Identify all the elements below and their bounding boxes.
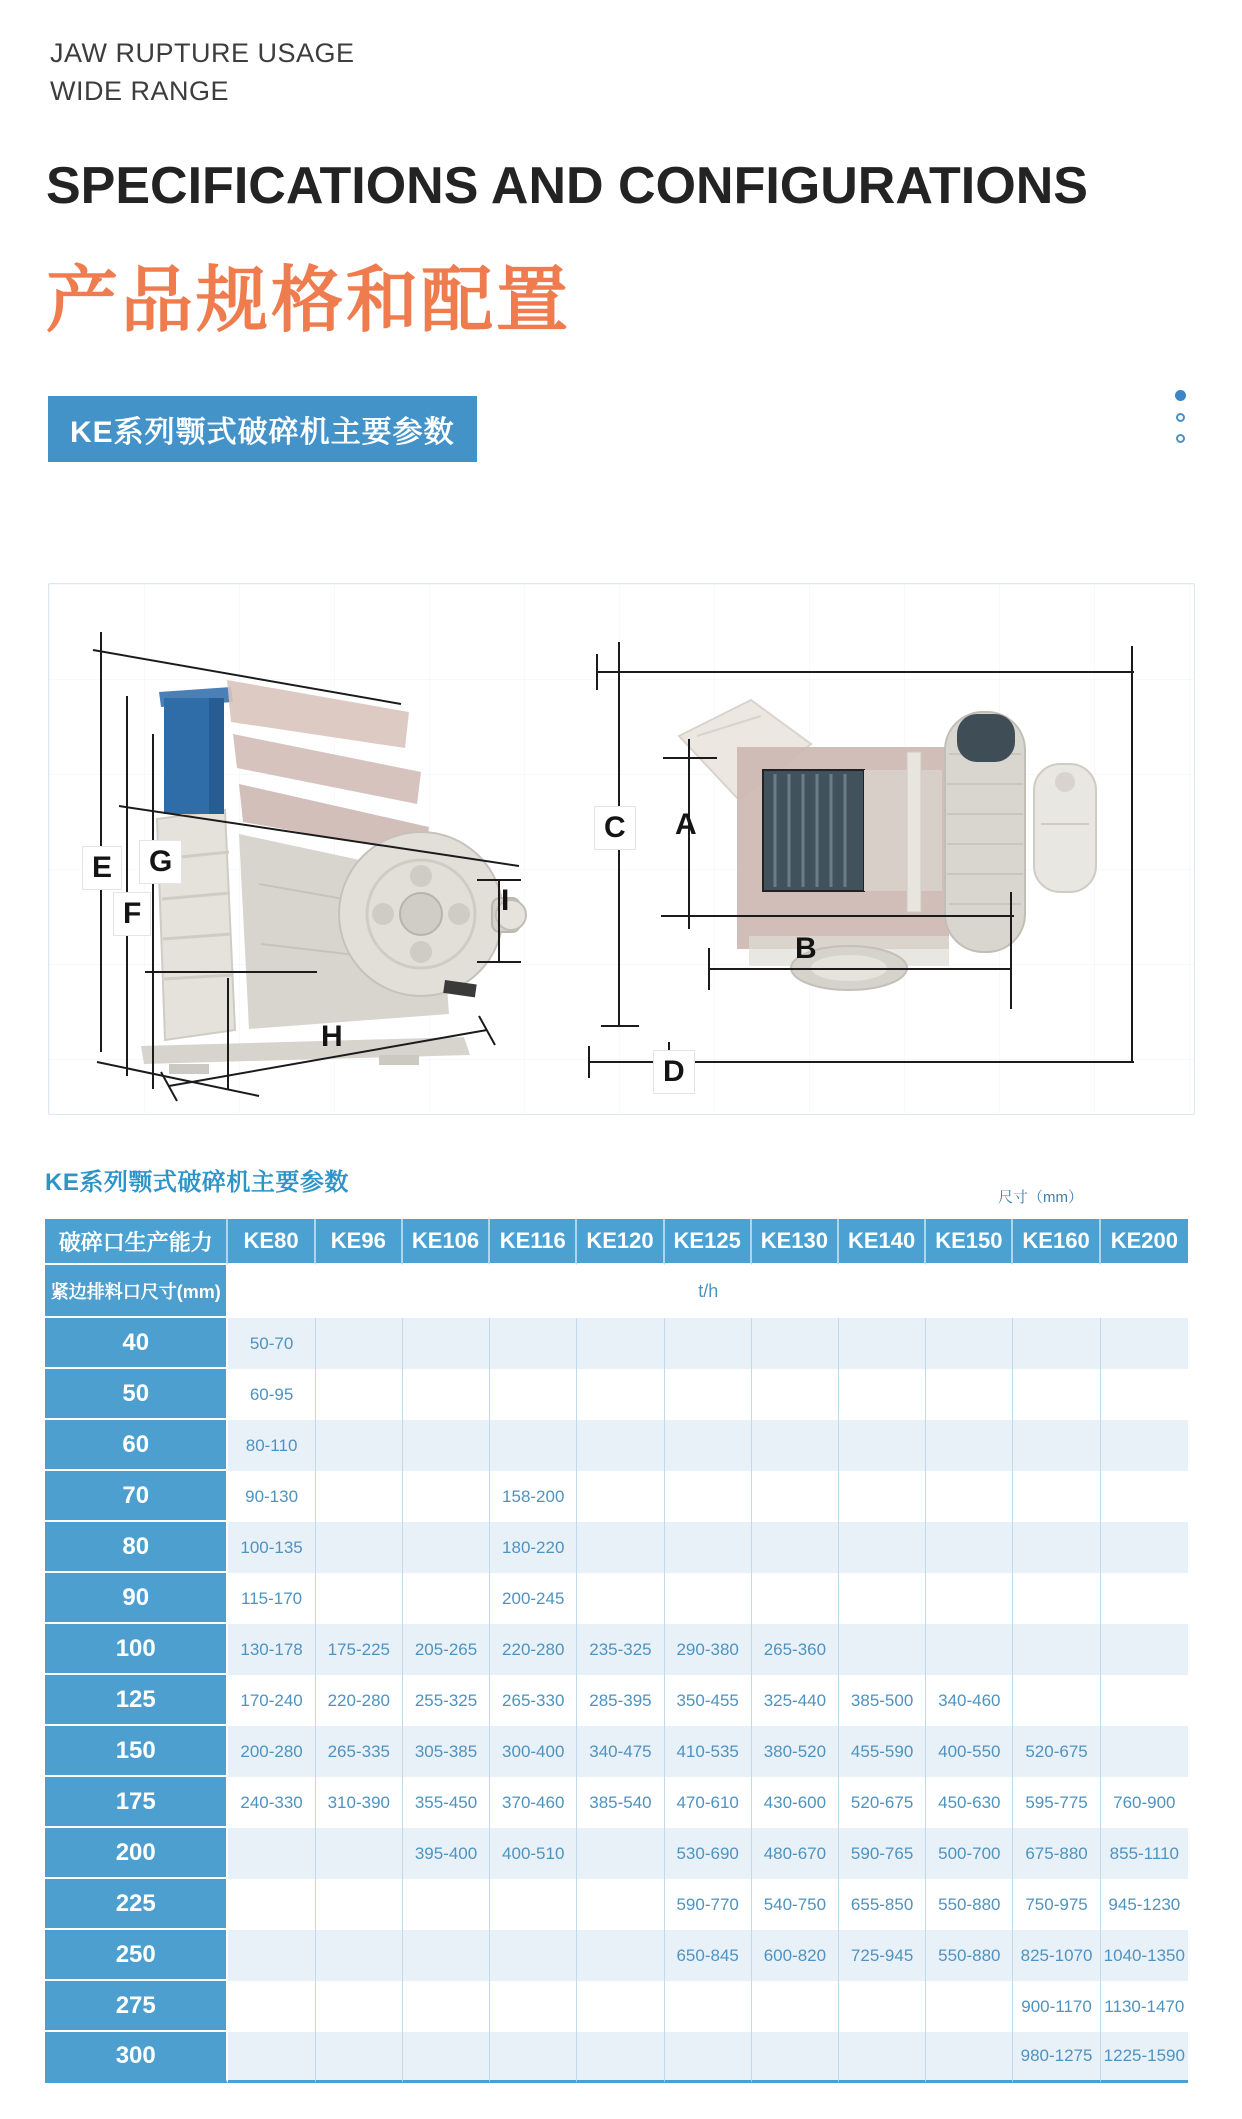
capacity-cell	[403, 1471, 490, 1522]
column-header-capacity: 破碎口生产能力	[45, 1219, 228, 1265]
unit-note: 尺寸（mm）	[998, 1189, 1083, 1206]
capacity-cell	[316, 2032, 403, 2083]
capacity-cell: 170-240	[228, 1675, 315, 1726]
page-title-en: SPECIFICATIONS AND CONFIGURATIONS	[46, 157, 1088, 215]
capacity-cell: 200-245	[490, 1573, 577, 1624]
capacity-cell	[490, 1369, 577, 1420]
capacity-cell: 650-845	[665, 1930, 752, 1981]
capacity-cell: 945-1230	[1101, 1879, 1188, 1930]
capacity-cell: 80-110	[228, 1420, 315, 1471]
table-row	[45, 1420, 1188, 1471]
row-label-cell: 300	[45, 2032, 228, 2083]
row-label-cell: 40	[45, 1318, 228, 1369]
carousel-dot-2[interactable]	[1176, 413, 1185, 422]
model-header-cell: KE125	[665, 1219, 752, 1265]
subheader-unit-cell: t/h	[228, 1265, 1188, 1318]
capacity-cell: 130-178	[228, 1624, 315, 1675]
capacity-cell	[665, 1981, 752, 2032]
capacity-cell: 180-220	[490, 1522, 577, 1573]
jaw-crusher-top-view	[679, 700, 1096, 990]
capacity-cell	[403, 1879, 490, 1930]
capacity-cell	[752, 2032, 839, 2083]
capacity-cell: 980-1275	[1013, 2032, 1100, 2083]
row-label-cell: 90	[45, 1573, 228, 1624]
capacity-cell	[752, 1471, 839, 1522]
capacity-cell	[752, 1420, 839, 1471]
model-header-cell: KE200	[1101, 1219, 1188, 1265]
capacity-cell	[490, 1930, 577, 1981]
capacity-cell	[1013, 1522, 1100, 1573]
capacity-cell: 675-880	[1013, 1828, 1100, 1879]
capacity-cell: 220-280	[316, 1675, 403, 1726]
capacity-cell: 395-400	[403, 1828, 490, 1879]
capacity-cell	[403, 1930, 490, 1981]
capacity-cell: 265-330	[490, 1675, 577, 1726]
capacity-cell: 115-170	[228, 1573, 315, 1624]
capacity-cell	[577, 1828, 664, 1879]
table-row	[45, 2032, 1188, 2083]
row-label-cell: 100	[45, 1624, 228, 1675]
capacity-cell	[1101, 1318, 1188, 1369]
capacity-cell: 1225-1590	[1101, 2032, 1188, 2083]
row-label-cell: 275	[45, 1981, 228, 2032]
capacity-cell	[316, 1981, 403, 2032]
capacity-cell	[665, 2032, 752, 2083]
capacity-cell	[577, 1522, 664, 1573]
capacity-cell: 520-675	[1013, 1726, 1100, 1777]
dim-label-f: F	[113, 892, 151, 936]
row-label-cell: 250	[45, 1930, 228, 1981]
model-header-cell: KE140	[839, 1219, 926, 1265]
capacity-cell	[316, 1318, 403, 1369]
capacity-cell	[839, 1471, 926, 1522]
capacity-cell	[926, 2032, 1013, 2083]
table-row	[45, 1777, 1188, 1828]
capacity-cell: 725-945	[839, 1930, 926, 1981]
capacity-cell	[403, 1522, 490, 1573]
carousel-dots	[1175, 390, 1186, 443]
capacity-cell: 300-400	[490, 1726, 577, 1777]
capacity-cell	[316, 1369, 403, 1420]
row-label-cell: 125	[45, 1675, 228, 1726]
product-diagram-panel	[48, 583, 1195, 1115]
capacity-cell: 310-390	[316, 1777, 403, 1828]
capacity-cell: 540-750	[752, 1879, 839, 1930]
row-label-cell: 60	[45, 1420, 228, 1471]
capacity-cell	[752, 1573, 839, 1624]
capacity-cell	[316, 1828, 403, 1879]
capacity-cell	[839, 1624, 926, 1675]
dim-label-h: H	[321, 1020, 343, 1053]
capacity-cell: 400-510	[490, 1828, 577, 1879]
capacity-cell	[1013, 1318, 1100, 1369]
capacity-cell: 290-380	[665, 1624, 752, 1675]
capacity-cell	[752, 1318, 839, 1369]
table-row	[45, 1879, 1188, 1930]
capacity-cell	[577, 1573, 664, 1624]
capacity-cell: 500-700	[926, 1828, 1013, 1879]
capacity-cell	[577, 2032, 664, 2083]
table-row	[45, 1828, 1188, 1879]
capacity-cell	[926, 1318, 1013, 1369]
table-row	[45, 1981, 1188, 2032]
capacity-cell: 385-500	[839, 1675, 926, 1726]
table-row	[45, 1624, 1188, 1675]
model-header-cell: KE116	[490, 1219, 577, 1265]
table-row	[45, 1675, 1188, 1726]
capacity-cell	[577, 1471, 664, 1522]
capacity-cell	[1101, 1573, 1188, 1624]
capacity-cell: 430-600	[752, 1777, 839, 1828]
capacity-cell: 255-325	[403, 1675, 490, 1726]
table-row	[45, 1369, 1188, 1420]
capacity-cell	[1101, 1624, 1188, 1675]
capacity-cell: 340-475	[577, 1726, 664, 1777]
row-label-cell: 50	[45, 1369, 228, 1420]
capacity-cell	[403, 1420, 490, 1471]
capacity-cell: 470-610	[665, 1777, 752, 1828]
capacity-cell: 530-690	[665, 1828, 752, 1879]
model-header-cell: KE120	[577, 1219, 664, 1265]
capacity-cell	[403, 1369, 490, 1420]
capacity-cell: 550-880	[926, 1879, 1013, 1930]
capacity-cell: 350-455	[665, 1675, 752, 1726]
capacity-cell	[403, 1573, 490, 1624]
capacity-cell	[316, 1573, 403, 1624]
capacity-cell: 750-975	[1013, 1879, 1100, 1930]
row-label-cell: 150	[45, 1726, 228, 1777]
capacity-cell: 480-670	[752, 1828, 839, 1879]
capacity-cell	[839, 1318, 926, 1369]
table-row	[45, 1573, 1188, 1624]
row-label-cell: 200	[45, 1828, 228, 1879]
capacity-cell: 370-460	[490, 1777, 577, 1828]
capacity-cell: 50-70	[228, 1318, 315, 1369]
capacity-cell: 235-325	[577, 1624, 664, 1675]
capacity-cell: 1130-1470	[1101, 1981, 1188, 2032]
capacity-cell	[926, 1522, 1013, 1573]
capacity-cell	[926, 1624, 1013, 1675]
capacity-cell	[1101, 1675, 1188, 1726]
table-row	[45, 1471, 1188, 1522]
dim-label-d: D	[653, 1050, 695, 1094]
capacity-cell: 205-265	[403, 1624, 490, 1675]
capacity-cell: 60-95	[228, 1369, 315, 1420]
dim-label-e: E	[82, 846, 122, 890]
capacity-cell: 355-450	[403, 1777, 490, 1828]
dim-label-b: B	[795, 932, 817, 965]
capacity-cell	[577, 1930, 664, 1981]
capacity-cell	[839, 1522, 926, 1573]
row-label-cell: 175	[45, 1777, 228, 1828]
capacity-cell: 455-590	[839, 1726, 926, 1777]
capacity-cell	[228, 1828, 315, 1879]
capacity-cell	[316, 1471, 403, 1522]
model-header-cell: KE106	[403, 1219, 490, 1265]
capacity-cell	[1101, 1726, 1188, 1777]
capacity-cell	[665, 1471, 752, 1522]
model-header-cell: KE160	[1013, 1219, 1100, 1265]
capacity-cell	[490, 2032, 577, 2083]
table-row	[45, 1726, 1188, 1777]
subheader-row	[45, 1265, 1188, 1318]
capacity-cell	[403, 1318, 490, 1369]
model-header-row	[45, 1219, 1188, 1265]
capacity-cell	[228, 1879, 315, 1930]
model-header-cell: KE130	[752, 1219, 839, 1265]
capacity-cell: 600-820	[752, 1930, 839, 1981]
capacity-cell: 340-460	[926, 1675, 1013, 1726]
capacity-cell	[577, 1369, 664, 1420]
capacity-cell	[228, 2032, 315, 2083]
table-row	[45, 1522, 1188, 1573]
capacity-cell: 855-1110	[1101, 1828, 1188, 1879]
subheader-css-label: 紧边排料口尺寸(mm)	[45, 1265, 228, 1318]
capacity-cell	[839, 1369, 926, 1420]
capacity-cell	[1101, 1522, 1188, 1573]
capacity-cell	[577, 1420, 664, 1471]
row-label-cell: 80	[45, 1522, 228, 1573]
page-title-zh: 产品规格和配置	[46, 261, 572, 341]
capacity-cell	[1101, 1420, 1188, 1471]
capacity-cell	[577, 1318, 664, 1369]
capacity-cell	[316, 1879, 403, 1930]
tagline-line1: JAW RUPTURE USAGE	[50, 38, 355, 68]
capacity-cell: 200-280	[228, 1726, 315, 1777]
capacity-cell	[752, 1522, 839, 1573]
table-row	[45, 1930, 1188, 1981]
capacity-cell	[665, 1522, 752, 1573]
capacity-cell	[1013, 1573, 1100, 1624]
table-title: KE系列颚式破碎机主要参数	[45, 1169, 349, 1196]
jaw-crusher-side-view	[141, 680, 526, 1074]
capacity-cell	[752, 1981, 839, 2032]
capacity-cell	[577, 1879, 664, 1930]
capacity-cell: 520-675	[839, 1777, 926, 1828]
capacity-cell: 595-775	[1013, 1777, 1100, 1828]
capacity-cell	[228, 1930, 315, 1981]
capacity-cell: 220-280	[490, 1624, 577, 1675]
capacity-cell	[665, 1420, 752, 1471]
model-header-cell: KE80	[228, 1219, 315, 1265]
capacity-cell	[839, 1420, 926, 1471]
capacity-cell: 550-880	[926, 1930, 1013, 1981]
section-badge: KE系列颚式破碎机主要参数	[48, 396, 477, 462]
capacity-cell	[665, 1369, 752, 1420]
tagline	[50, 34, 355, 110]
capacity-cell: 175-225	[316, 1624, 403, 1675]
row-label-cell: 225	[45, 1879, 228, 1930]
capacity-cell: 400-550	[926, 1726, 1013, 1777]
capacity-cell	[316, 1522, 403, 1573]
capacity-cell	[490, 1420, 577, 1471]
model-header-cell: KE96	[316, 1219, 403, 1265]
capacity-cell	[228, 1981, 315, 2032]
capacity-cell	[839, 2032, 926, 2083]
capacity-cell: 305-385	[403, 1726, 490, 1777]
capacity-cell	[839, 1573, 926, 1624]
capacity-cell	[1013, 1471, 1100, 1522]
capacity-cell: 385-540	[577, 1777, 664, 1828]
capacity-cell	[403, 1981, 490, 2032]
dim-label-c: C	[594, 806, 636, 850]
dim-label-i: I	[501, 884, 510, 917]
capacity-cell	[1013, 1675, 1100, 1726]
capacity-cell	[926, 1369, 1013, 1420]
capacity-cell: 450-630	[926, 1777, 1013, 1828]
capacity-cell	[1101, 1471, 1188, 1522]
capacity-cell	[926, 1573, 1013, 1624]
capacity-cell	[1013, 1420, 1100, 1471]
capacity-cell: 590-770	[665, 1879, 752, 1930]
dim-label-g: G	[139, 840, 182, 884]
capacity-cell: 900-1170	[1013, 1981, 1100, 2032]
capacity-cell: 90-130	[228, 1471, 315, 1522]
capacity-cell	[1101, 1369, 1188, 1420]
capacity-cell: 410-535	[665, 1726, 752, 1777]
carousel-dot-1[interactable]	[1175, 390, 1186, 401]
table-row	[45, 1318, 1188, 1369]
capacity-cell	[752, 1369, 839, 1420]
capacity-cell	[490, 1981, 577, 2032]
capacity-cell: 1040-1350	[1101, 1930, 1188, 1981]
capacity-cell: 590-765	[839, 1828, 926, 1879]
capacity-cell	[577, 1981, 664, 2032]
capacity-cell	[490, 1879, 577, 1930]
row-label-cell: 70	[45, 1471, 228, 1522]
capacity-cell: 265-335	[316, 1726, 403, 1777]
capacity-cell: 760-900	[1101, 1777, 1188, 1828]
carousel-dot-3[interactable]	[1176, 434, 1185, 443]
capacity-cell: 380-520	[752, 1726, 839, 1777]
capacity-cell	[665, 1318, 752, 1369]
model-header-cell: KE150	[926, 1219, 1013, 1265]
capacity-cell	[403, 2032, 490, 2083]
capacity-cell: 325-440	[752, 1675, 839, 1726]
capacity-cell: 285-395	[577, 1675, 664, 1726]
capacity-cell	[926, 1471, 1013, 1522]
capacity-cell	[926, 1981, 1013, 2032]
capacity-cell: 240-330	[228, 1777, 315, 1828]
capacity-cell	[490, 1318, 577, 1369]
capacity-cell: 265-360	[752, 1624, 839, 1675]
capacity-cell	[316, 1420, 403, 1471]
capacity-cell	[1013, 1369, 1100, 1420]
dim-label-a: A	[675, 808, 697, 841]
capacity-cell: 655-850	[839, 1879, 926, 1930]
capacity-cell	[665, 1573, 752, 1624]
capacity-cell	[926, 1420, 1013, 1471]
tagline-line2: WIDE RANGE	[50, 76, 230, 106]
capacity-cell: 825-1070	[1013, 1930, 1100, 1981]
capacity-cell: 158-200	[490, 1471, 577, 1522]
spec-table	[45, 1219, 1188, 2083]
capacity-cell	[316, 1930, 403, 1981]
spec-table-section	[45, 1162, 1188, 2083]
capacity-cell	[839, 1981, 926, 2032]
capacity-cell: 100-135	[228, 1522, 315, 1573]
capacity-cell	[1013, 1624, 1100, 1675]
